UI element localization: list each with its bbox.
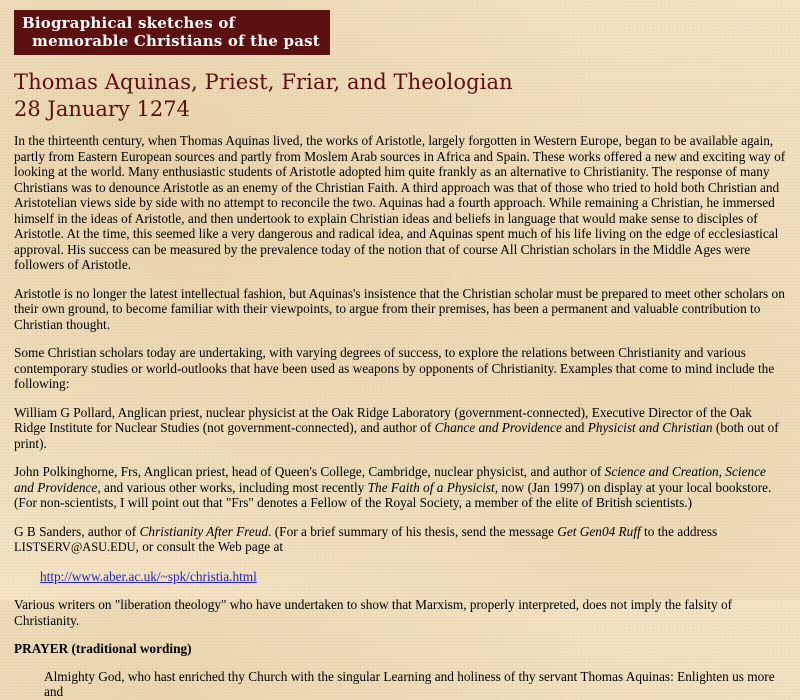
- paragraph-1: In the thirteenth century, when Thomas Aquinas lived, the works of Aristotle, largely forgotten in Western Europe, began to be available again, partly from Eastern European sources and partly from Moslem Arab sources in Africa and Spain. These works offered a new and exciting way of looking at the world. Many enthusiastic students of Aristotle adopted him quite frankly as an alternative to Christianity. The response of many Christians was to denounce Aristotle as an enemy of the Christian Faith. A third approach was that of those who tried to hold both Christian and Aristotelian views side by side with no attempt to reconcile the two. Aquinas had a fourth approach. While remaining a Christian, he immersed himself in the ideas of Aristotle, and then undertook to explain Christian ideas and beliefs in language that would make sense to disciples of Aristotle. At the time, this seemed like a very dangerous and radical idea, and Aquinas spent much of his life living on the edge of ecclesiastical approval. His success can be measured by the prevalence today of the notion that of course All Christian scholars in the Middle Ages were followers of Aristotle.: [14, 133, 786, 272]
- article-body: [14, 133, 786, 700]
- christia-web-link[interactable]: http://www.aber.ac.uk/~spk/christia.html: [40, 568, 257, 584]
- banner-line-1: Biographical sketches of: [22, 14, 236, 32]
- sanders-text-b: . (For a brief summary of his thesis, send the message: [268, 523, 558, 539]
- paragraph-pollard: [14, 405, 786, 452]
- paragraph-2: Aristotle is no longer the latest intellectual fashion, but Aquinas's insistence that the Christian scholar must be prepared to meet other scholars on their own ground, to become familiar with their viewpoints, to argue from their premises, has been a permanent and valuable contribution to Christian thought.: [14, 285, 785, 332]
- polkinghorne-text-b: and various other works, including most recently: [100, 479, 368, 495]
- sanders-text-d: , or consult the Web page at: [135, 539, 284, 554]
- prayer-body: Almighty God, who hast enriched thy Church with the singular Learning and holiness of thy servant Thomas Aquinas: Enlighten us more and: [44, 668, 775, 699]
- polkinghorne-title-2: The Faith of a Physicist,: [367, 479, 499, 495]
- sanders-command: Get Gen04 Ruff: [557, 523, 641, 539]
- site-banner: [14, 10, 330, 55]
- sanders-text-a: G B Sanders, author of: [14, 523, 140, 539]
- paragraph-liberation-theology: Various writers on "liberation theology" who have undertaken to show that Marxism, properly interpreted, does not imply the falsity of Christianity.: [14, 597, 733, 628]
- paragraph-3: Some Christian scholars today are undertaking, with varying degrees of success, to explore the relations between Christianity and various contemporary studies or world-outlooks that have been used as weapons by opponents of Christianity. Examples that come to mind include the following:: [14, 345, 775, 391]
- polkinghorne-text-a: John Polkinghorne, Frs, Anglican priest, head of Queen's College, Cambridge, nuclear physicist, and author of: [14, 464, 605, 479]
- pollard-title-1: Chance and Providence: [434, 420, 562, 435]
- pollard-title-2: Physicist and Christian: [587, 420, 713, 435]
- paragraph-polkinghorne: [14, 464, 786, 511]
- prayer-heading: PRAYER (traditional wording): [14, 641, 192, 656]
- banner-line-2: memorable Christians of the past: [32, 32, 320, 50]
- pollard-text-b: and: [561, 420, 588, 435]
- link-paragraph: [14, 569, 786, 585]
- sanders-title-1: Christianity After Freud: [139, 523, 269, 539]
- paragraph-sanders: [14, 524, 786, 556]
- pollard-text-a: William G Pollard, Anglican priest, nuclear physicist at the Oak Ridge Laboratory (government-connected), Executive Director of the Oak Ridge Institute for Nuclear Studies (not government-connected), and author of: [14, 404, 752, 435]
- sanders-text-c: to the address: [640, 523, 718, 539]
- pollard-text-c: (both out of print).: [14, 420, 779, 451]
- page-title: Thomas Aquinas, Priest, Friar, and Theologian: [14, 70, 513, 94]
- listserv-address: LISTSERV@ASU.EDU: [14, 540, 136, 554]
- page-date: 28 January 1274: [14, 97, 190, 121]
- polkinghorne-title-1: Science and Creation, Science and Providence,: [14, 464, 766, 495]
- polkinghorne-text-c: now (Jan 1997) on display at your local bookstore. (For non-scientists, I will point out that "Frs" denotes a Fellow of the Royal Society, a member of the elite of British scientists.): [14, 479, 772, 510]
